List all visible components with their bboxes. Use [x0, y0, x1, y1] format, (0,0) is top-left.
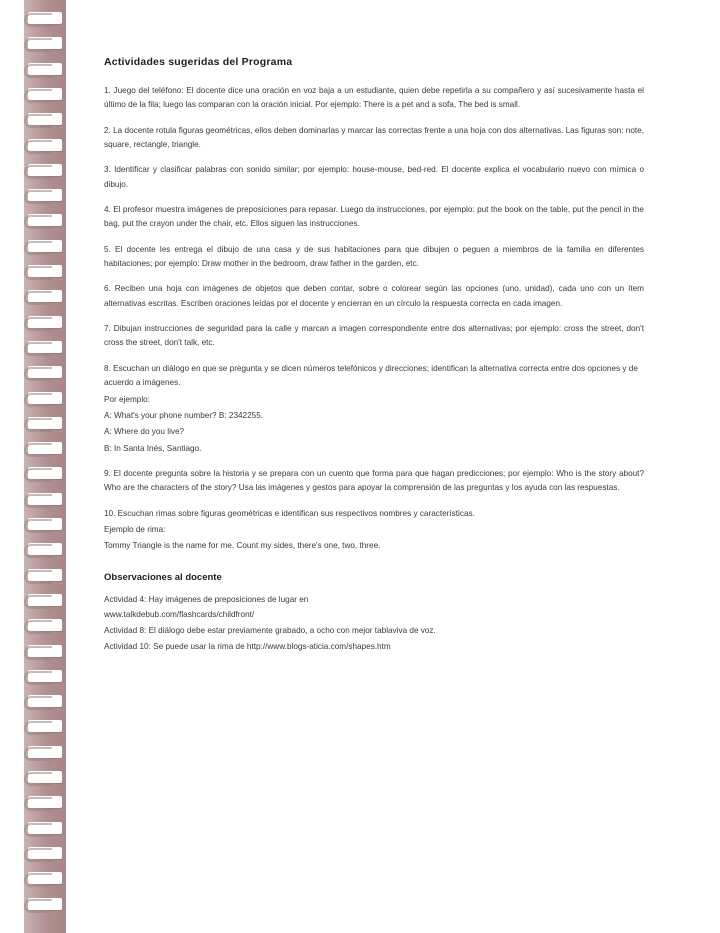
binding-ring — [24, 797, 52, 811]
activity-item: 7. Dibujan instrucciones de seguridad para la calle y marcan a imagen correspondiente entre dos alternativas; por ejemplo: cross the street, don't cross the street, don't talk, etc. — [104, 324, 644, 348]
binding-ring — [24, 899, 52, 913]
activity-item: 8. Escuchan un diálogo en que se pregunta y se dicen números telefónicos y direcciones; identifican la alternativa correcta entre dos opciones y de acuerdo a imágenes. — [104, 363, 638, 388]
binding-ring — [24, 317, 52, 331]
binding-ring — [24, 38, 52, 52]
observation-link-line[interactable] — [104, 608, 644, 623]
binding-ring — [24, 544, 52, 558]
binding-ring — [24, 823, 52, 837]
binding-ring — [24, 241, 52, 255]
activity-item: 3. Identificar y clasificar palabras con sonido similar; por ejemplo: house-mouse, bed-red. El docente explica el vocabulario nuevo con mímica o dibujo. — [104, 165, 644, 189]
observation-line: Actividad 10: Se puede usar la rima de http://www.blogs-aticia.com/shapes.htm — [104, 641, 391, 651]
binding-ring — [24, 215, 52, 229]
activity-item: 9. El docente pregunta sobre la historia y se prepara con un cuento que forma para que hagan predicciones; por ejemplo: Who is the story about? Who are the characters of the story? Usa las imágenes y gestos para apoyar la comprensión de las preguntas y los ayuda con las respuestas. — [104, 468, 644, 493]
binding-ring — [24, 266, 52, 280]
observation-line: Actividad 8: El diálogo debe estar previamente grabado, a ocho con mejor tablaviva de voz. — [104, 626, 436, 636]
binding-ring — [24, 671, 52, 685]
example-line: Tommy Triangle is the name for me. Count my sides, there's one, two, three. — [104, 541, 381, 551]
binding-ring — [24, 89, 52, 103]
binding-ring — [24, 291, 52, 305]
document-sheet — [66, 0, 720, 933]
example-label: Por ejemplo: — [104, 394, 150, 404]
binding-ring — [24, 696, 52, 710]
observation-line: Actividad 4: Hay imágenes de preposiciones de lugar en — [104, 594, 309, 604]
activity-item: 2. La docente rotula figuras geométricas, ellos deben dominarlas y marcar las correctas frente a una hoja con dos alternativas. Las figuras son: note, square, rectangle, triangle. — [104, 125, 644, 150]
binding-ring — [24, 64, 52, 78]
binding-ring — [24, 620, 52, 634]
example-line: A: What's your phone number? B: 2342255. — [104, 410, 264, 420]
activity-item: 10. Escuchan rimas sobre figuras geométricas e identifican sus respectivos nombres y características. — [104, 508, 475, 518]
binding-ring — [24, 114, 52, 128]
activity-item: 6. Reciben una hoja con imágenes de objetos que deben contar, sobre o colorear según las opciones (uno, unidad), cada uno con un ítem alternativas escritas. Escriben oraciones leídas por el docente y encierran en un círculo la respuesta correcta en cada imagen. — [104, 284, 644, 308]
binding-ring — [24, 570, 52, 584]
binding-ring — [24, 165, 52, 179]
binding-ring — [24, 772, 52, 786]
binding-ring — [24, 848, 52, 862]
binding-ring — [24, 468, 52, 482]
binding-holes — [24, 0, 66, 933]
binding-ring — [24, 747, 52, 761]
activity-item: 1. Juego del teléfono: El docente dice una oración en voz baja a un estudiante, quien debe repetirla a su compañero y así sucesivamente hasta el último de la fila; luego las comparan con la oración inicial. Por ejemplo: There is a pet and a sofa, The bed is small. — [104, 86, 644, 110]
binding-ring — [24, 873, 52, 887]
example-line: A: Where do you live? — [104, 427, 185, 437]
binding-ring — [24, 595, 52, 609]
binding-ring — [24, 494, 52, 508]
binding-ring — [24, 646, 52, 660]
binding-ring — [24, 721, 52, 735]
binding-ring — [24, 418, 52, 432]
document-content — [104, 56, 644, 656]
binding-ring — [24, 190, 52, 204]
example-label: Ejemplo de rima: — [104, 524, 166, 534]
binding-ring — [24, 393, 52, 407]
binding-ring — [24, 342, 52, 356]
observations-block — [104, 593, 644, 655]
activity-item: 4. El profesor muestra imágenes de preposiciones para repasar. Luego da instrucciones, por ejemplo: put the book on the table, put the pencil in the bag, put the crayon under the chair, etc. Ellos siguen las instrucciones. — [104, 205, 644, 229]
external-link[interactable]: www.talkdebub.com/flashcards/childfront/ — [104, 610, 255, 620]
binding-ring — [24, 519, 52, 533]
binding-ring — [24, 443, 52, 457]
spiral-binding — [0, 0, 66, 933]
activity-item: 5. El docente les entrega el dibujo de una casa y de sus habitaciones para que dibujen o peguen a miembros de la familia en diferentes habitaciones; por ejemplo: Draw mother in the bedroom, draw father in the garden, etc. — [104, 244, 644, 269]
observations-title: Observaciones al docente — [104, 571, 222, 583]
binding-ring — [24, 140, 52, 154]
example-line: B: In Santa Inés, Santiago. — [104, 443, 202, 453]
binding-ring — [24, 13, 52, 27]
page-title: Actividades sugeridas del Programa — [104, 56, 293, 68]
binding-ring — [24, 367, 52, 381]
